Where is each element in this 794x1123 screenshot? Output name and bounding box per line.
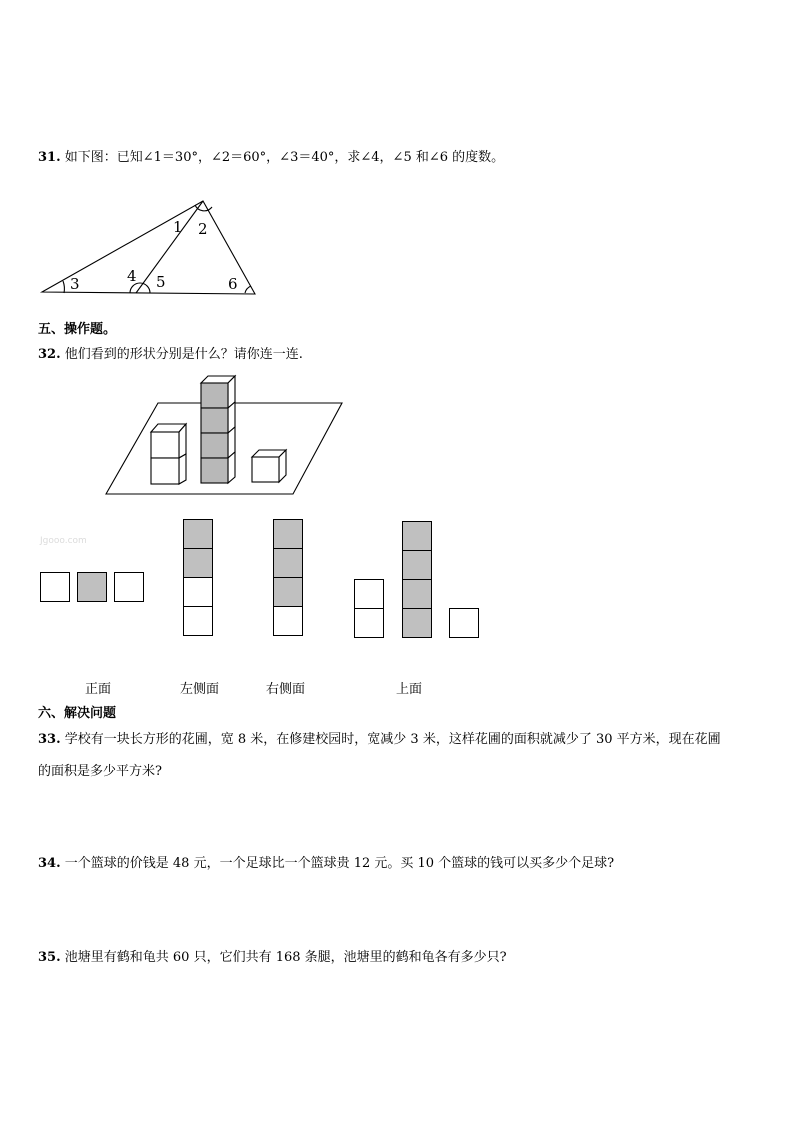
middle-stack (201, 376, 235, 483)
angle-label-4: 4 (127, 267, 137, 285)
view-label-left[interactable]: 左侧面 (180, 682, 220, 697)
inner-segment (136, 201, 203, 293)
angle-label-5: 5 (156, 273, 166, 291)
view-label-top[interactable]: 上面 (396, 682, 423, 697)
q31-text: 如下图：已知∠1＝30°，∠2＝60°，∠3＝40°，求∠4，∠5 和∠6 的度数。 (64, 150, 505, 165)
left-stack (151, 424, 186, 484)
right-cube (252, 450, 286, 482)
q33-line2: 的面积是多少平方米? (38, 764, 162, 779)
q35-number: 35. (38, 950, 61, 965)
angle-arc-3 (63, 281, 64, 293)
q32-number: 32. (38, 347, 61, 362)
q34-number: 34. (38, 856, 61, 871)
cubes-figure (106, 376, 342, 494)
watermark: Jgooo.com (40, 536, 87, 546)
view-label-right[interactable]: 右侧面 (266, 682, 306, 697)
view-label-front[interactable]: 正面 (85, 682, 112, 697)
q35-line (38, 946, 507, 965)
q32-line (38, 343, 303, 362)
q33-text-1: 学校有一块长方形的花圃，宽 8 米，在修建校园时，宽减少 3 米，这样花圃的面积就减少了 30 平方米，现在花圃 (64, 732, 721, 747)
q32-text: 他们看到的形状分别是什么？请你连一连. (64, 347, 303, 362)
q33-number: 33. (38, 732, 61, 747)
angle-label-1: 1 (173, 218, 183, 236)
angle-arc-top (195, 205, 212, 211)
q34-line (38, 852, 614, 871)
q35-text: 池塘里有鹤和龟共 60 只，它们共有 168 条腿，池塘里的鹤和龟各有多少只? (64, 950, 507, 965)
q34-text: 一个篮球的价钱是 48 元，一个足球比一个篮球贵 12 元。买 10 个篮球的钱可以买多少个足球? (64, 856, 615, 871)
angle-label-6: 6 (228, 275, 238, 293)
q31-number: 31. (38, 150, 61, 165)
q33-line1 (38, 728, 721, 747)
angle-arc-6 (245, 286, 251, 293)
section6-title: 六、解决问题 (38, 706, 117, 721)
angle-label-3: 3 (70, 275, 80, 293)
section5-title: 五、操作题。 (38, 322, 117, 337)
angle-label-2: 2 (198, 220, 208, 238)
